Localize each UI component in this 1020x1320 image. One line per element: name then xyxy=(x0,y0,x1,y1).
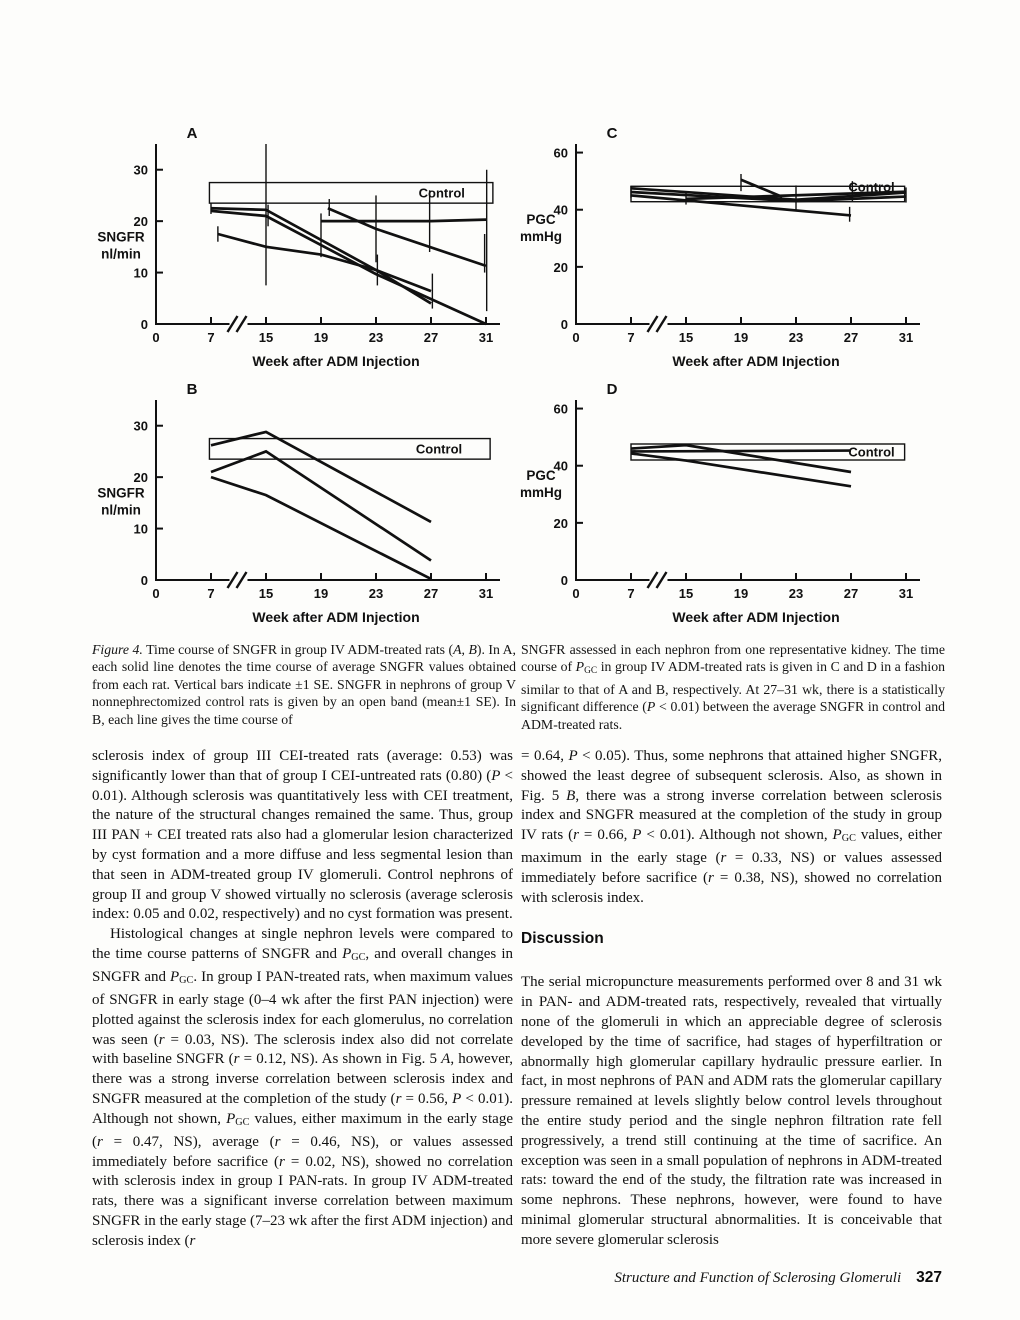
axes xyxy=(554,400,920,601)
x-tick-label: 19 xyxy=(733,330,749,345)
x-tick-label: 31 xyxy=(898,586,914,601)
x-tick-label: 7 xyxy=(627,586,635,601)
x-tick-label: 15 xyxy=(258,586,274,601)
x-tick-label: 23 xyxy=(788,330,804,345)
y-tick-label: 10 xyxy=(133,265,148,281)
x-tick-label: 15 xyxy=(258,330,274,345)
y-tick-label: 20 xyxy=(553,515,568,531)
series-line-nephron-3 xyxy=(211,477,431,579)
x-tick-label: 23 xyxy=(788,586,804,601)
x-tick-label: 31 xyxy=(478,330,494,345)
x-tick-label: 0 xyxy=(152,330,160,345)
y-tick-label: 20 xyxy=(553,259,568,275)
x-tick-label: 19 xyxy=(313,586,329,601)
x-tick-label: 27 xyxy=(423,330,439,345)
control-band-label: Control xyxy=(848,179,895,195)
series-line-rat-2 xyxy=(211,211,486,324)
axes xyxy=(554,144,920,345)
chart-panel-b xyxy=(88,376,510,633)
y-axis-label: PGC xyxy=(526,211,556,227)
chart-panel-a xyxy=(88,120,510,377)
chart-svg-A xyxy=(88,120,510,372)
panel-letter: C xyxy=(606,125,618,142)
series-line-rat-5 xyxy=(321,220,486,222)
control-band-label: Control xyxy=(415,441,463,457)
series-line-rat-3 xyxy=(218,234,431,303)
control-band-label: Control xyxy=(418,185,465,201)
x-axis-label: Week after ADM Injection xyxy=(672,609,840,625)
x-tick-label: 31 xyxy=(478,586,494,601)
running-title: Structure and Function of Sclerosing Glomeruli xyxy=(614,1270,902,1286)
series-lines xyxy=(211,432,431,579)
y-axis-label: SNGFR xyxy=(97,485,145,501)
x-tick-label: 19 xyxy=(313,330,329,345)
panel-letter: A xyxy=(186,125,198,142)
x-tick-label: 31 xyxy=(898,330,914,345)
x-axis-label: Week after ADM Injection xyxy=(252,353,420,369)
panel-letter: B xyxy=(186,381,198,398)
chart-svg-C xyxy=(508,120,930,372)
left-text-column xyxy=(92,747,513,1252)
x-tick-label: 0 xyxy=(572,330,580,345)
axis-break xyxy=(237,572,247,588)
series-lines xyxy=(211,208,486,324)
x-tick-label: 19 xyxy=(733,586,749,601)
y-axis-label: mmHg xyxy=(519,228,563,244)
body-paragraph: The serial micropuncture measurements performed over 8 and 31 wk in PAN- and ADM-treated rats, respectively, revealed that virtually none of the glomeruli in which an appreciable degree of sclerosis developed by the time of sacrifice, had stages of hyperfiltration or abnormally high glomerular capillary hydraulic pressure earlier. In fact, in most nephrons of PAN and ADM rats the glomerular capillary pressure remained at levels slightly below control levels throughout the entire study period and the single nephron filtration rate fell progressively, a trend still continuing at the time of sacrifice. An exception was seen in a small population of nephrons in ADM-treated rats: toward the end of the study, the filtration rate was increased in some nephrons. These nephrons, however, were found to have minimal glomerular structural abnormalities. It is conceivable that more severe glomerular sclerosis xyxy=(521,974,942,1248)
x-tick-label: 0 xyxy=(152,586,160,601)
series-line-nephron-2 xyxy=(631,451,851,452)
axes xyxy=(134,144,500,345)
chart-panel-d xyxy=(508,376,930,633)
x-tick-label: 0 xyxy=(572,586,580,601)
y-tick-label: 40 xyxy=(553,202,568,218)
control-band xyxy=(209,183,492,204)
x-tick-label: 23 xyxy=(368,586,384,601)
y-tick-label: 0 xyxy=(560,573,568,588)
y-axis-label: nl/min xyxy=(101,502,141,518)
y-tick-label: 30 xyxy=(133,418,148,434)
axis-break xyxy=(237,316,247,332)
y-tick-label: 60 xyxy=(553,145,568,161)
x-axis-label: Week after ADM Injection xyxy=(252,609,420,625)
y-axis-label: SNGFR xyxy=(97,229,145,245)
right-text-column xyxy=(521,747,942,1251)
page-number: 327 xyxy=(916,1269,942,1286)
control-band-label: Control xyxy=(848,444,895,460)
axis-break xyxy=(657,316,667,332)
y-axis-label: nl/min xyxy=(101,246,141,262)
series-line-nephron-1 xyxy=(211,432,431,522)
body-paragraph: Histological changes at single nephron levels were compared to the time course patterns of SNGFR and $P_{GC}$, and overall changes in SNGFR and $P_{GC}$. In group I PAN-treated rats, when maximum values of SNGFR in early stage (0–4 wk after the first PAN injection) were plotted against the sclerosis index for each glomerulus, no correlation was seen (r = 0.03, NS). The sclerosis index also did not correlate with baseline SNGFR (r = 0.12, NS). As shown in Fig. 5 A, however, there was a strong inverse correlation between sclerosis index and SNGFR measured at the completion of the study (r = 0.56, P < 0.01). Although not shown, $P_{GC}$ values, either maximum in the early stage (r = 0.47, NS), average (r = 0.46, NS), or values assessed immediately before sacrifice (r = 0.02, NS), showed no correlation with sclerosis index in group I PAN-rats. In group IV ADM-treated rats, there was a significant inverse correlation between maximum SNGFR in the early stage (7–23 wk after the first ADM injection) and sclerosis index (r xyxy=(92,926,514,1249)
series-line-rat-3 xyxy=(741,180,782,197)
x-tick-label: 7 xyxy=(207,586,215,601)
x-tick-label: 7 xyxy=(627,330,635,345)
page-footer xyxy=(521,1269,942,1287)
axes xyxy=(134,400,500,601)
chart-svg-D xyxy=(508,376,930,628)
discussion-heading: Discussion xyxy=(521,929,604,947)
axis-break xyxy=(657,572,667,588)
x-tick-label: 23 xyxy=(368,330,384,345)
y-tick-label: 60 xyxy=(553,401,568,417)
chart-panel-c xyxy=(508,120,930,377)
x-axis-label: Week after ADM Injection xyxy=(672,353,840,369)
y-tick-label: 0 xyxy=(140,317,148,332)
body-paragraph: sclerosis index of group III CEI-treated rats (average: 0.53) was significantly lower than that of group I CEI-untreated rats (0.80) (P < 0.01). Although sclerosis was quantitatively less with CEI treatment, the nature of the structural changes remained the same. Thus, group III PAN + CEI treated rats also had a glomerular lesion characterized by cyst formation and a more diffuse and less segmental lesion than that seen in ADM-treated group IV glomeruli. Control nephrons of group II and group V showed virtually no sclerosis (average sclerosis index: 0.05 and 0.02, respectively) and no cyst formation was present. xyxy=(92,748,513,923)
error-bars xyxy=(211,144,487,311)
y-axis-label: mmHg xyxy=(519,484,563,500)
x-tick-label: 27 xyxy=(843,586,859,601)
x-tick-label: 15 xyxy=(678,586,694,601)
x-tick-label: 15 xyxy=(678,330,694,345)
series-line-nephron-3 xyxy=(631,453,851,486)
chart-svg-B xyxy=(88,376,510,628)
series-lines xyxy=(631,445,851,486)
x-tick-label: 27 xyxy=(843,330,859,345)
y-tick-label: 20 xyxy=(133,214,148,230)
y-tick-label: 20 xyxy=(133,470,148,486)
y-tick-label: 0 xyxy=(560,317,568,332)
x-tick-label: 7 xyxy=(207,330,215,345)
y-tick-label: 30 xyxy=(133,162,148,178)
figure-caption-right: SNGFR assessed in each nephron from one representative kidney. The time course of $P_{GC}$ in group IV ADM-treated rats is given in C and D in a fashion similar to that of A and B, respectively. At 27–31 wk, there is a statistically significant difference (P < 0.01) between the average SNGFR in control and ADM-treated rats. xyxy=(521,642,945,732)
body-paragraph: = 0.64, P < 0.05). Thus, some nephrons that attained higher SNGFR, showed the least degree of subsequent sclerosis. Also, as shown in Fig. 5 B, there was a strong inverse correlation between sclerosis index and SNGFR measured at the completion of the study in group IV rats (r = 0.66, P < 0.01). Although not shown, $P_{GC}$ values, either maximum in the early stage (r = 0.33, NS) or values assessed immediately before sacrifice (r = 0.38, NS), showed no correlation with sclerosis index. xyxy=(521,748,942,906)
y-tick-label: 40 xyxy=(553,458,568,474)
y-tick-label: 0 xyxy=(140,573,148,588)
panel-letter: D xyxy=(606,381,618,398)
x-tick-label: 27 xyxy=(423,586,439,601)
series-line-nephron-2 xyxy=(211,451,431,560)
figure-caption-left: Figure 4. Time course of SNGFR in group IV ADM-treated rats (A, B). In A, each solid line denotes the time course of average SNGFR values obtained from each rat. Vertical bars indicate ±1 SE. SNGFR in nephrons of group V nonnephrectomized control rats is given by an open band (mean±1 SE). In B, each line gives the time course of xyxy=(92,642,517,727)
y-tick-label: 10 xyxy=(133,521,148,537)
y-axis-label: PGC xyxy=(526,467,556,483)
